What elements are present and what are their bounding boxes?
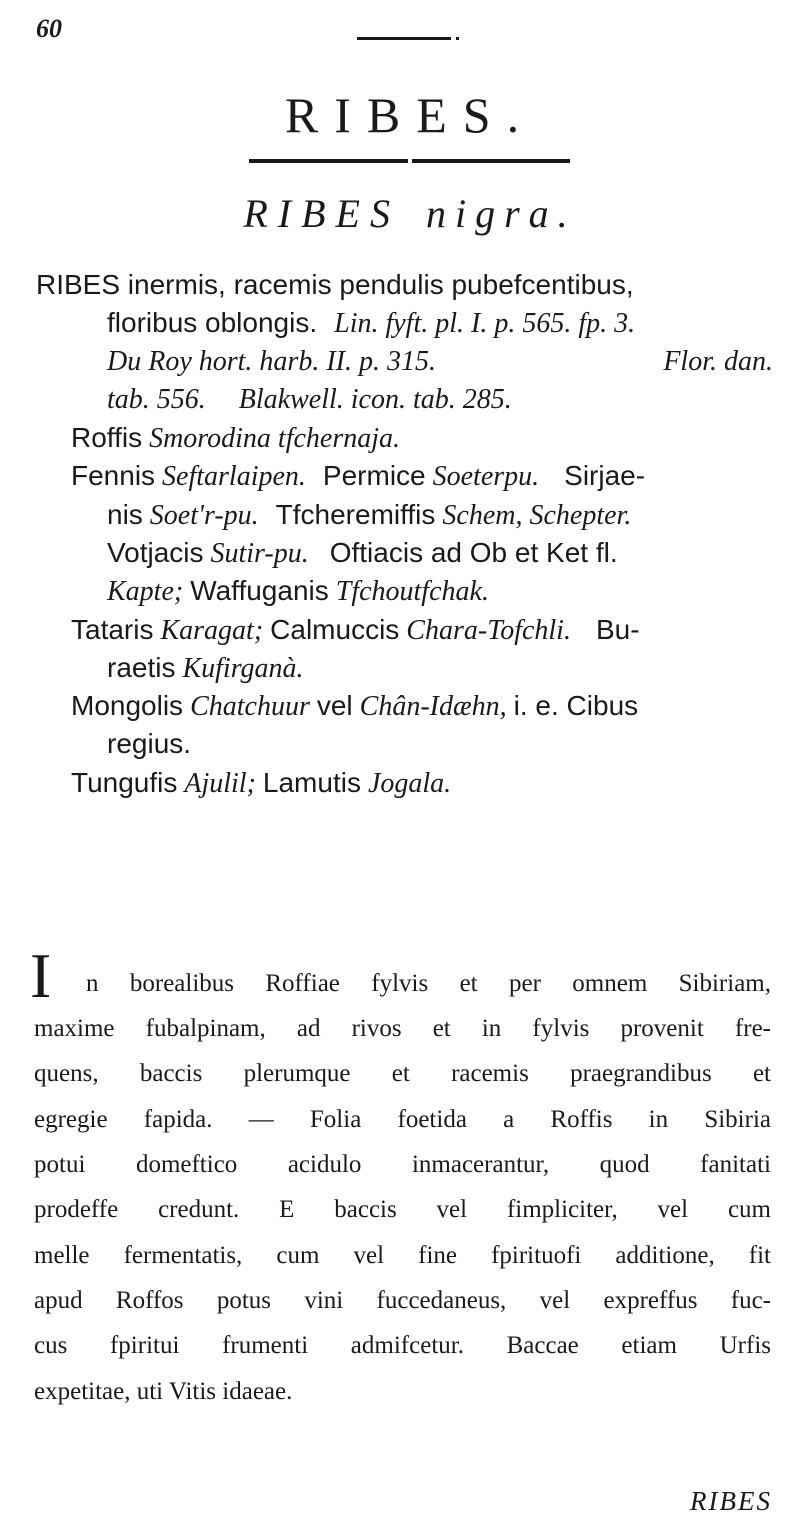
heading-rule [249, 159, 570, 163]
entry-vernacular: Kufirganà. [182, 653, 304, 684]
entry-citation: Flor. dan. [663, 346, 773, 377]
entry-vernacular: Sutir-pu. [210, 538, 309, 569]
entry-line [107, 534, 618, 573]
catchword: RIBES [690, 1486, 772, 1516]
entry-text: vel [316, 690, 353, 721]
entry-line [71, 764, 451, 803]
entry-text: Tfcheremiffis [275, 499, 436, 530]
entry-line [36, 266, 634, 305]
entry-line [71, 611, 640, 650]
body-line: potui domeftico acidulo inmacerantur, quod fanitati [34, 1151, 771, 1178]
body-line: maxime fubalpinam, ad rivos et in fylvis provenit fre- [34, 1015, 771, 1042]
entry-vernacular: Chân-Idæhn, [359, 691, 507, 722]
entry-text: Tungufis [71, 767, 178, 798]
entry-text: regius. [107, 728, 192, 759]
entry-line [107, 496, 631, 535]
entry-text: Fennis [71, 460, 156, 491]
entry-line [107, 343, 773, 381]
entry-text: Sirjae- [564, 460, 646, 491]
entry-line [71, 687, 638, 726]
entry-vernacular: Jogala. [367, 768, 452, 799]
entry-line [71, 457, 645, 496]
entry-citation: Blakwell. icon. tab. 285. [238, 384, 512, 415]
page-number: 60 [36, 14, 62, 43]
body-line: n borealibus Roffiae fylvis et per omnem Sibiriam, [86, 970, 771, 997]
drop-cap: I [30, 940, 52, 1011]
entry-text: RIBES inermis, racemis pendulis pubefcentibus, [36, 269, 634, 300]
entry-text: floribus oblongis. [107, 307, 318, 338]
entry-text: Tataris [71, 614, 154, 645]
entry-line [71, 419, 400, 458]
entry-text: Roffis [71, 422, 143, 453]
entry-vernacular: Ajulil; [184, 768, 256, 799]
entry-citation: Du Roy hort. harb. II. p. 315. [107, 346, 436, 377]
entry-vernacular: Soet'r-pu. [149, 500, 259, 531]
entry-line [107, 649, 304, 688]
entry-text: Permice [322, 460, 426, 491]
entry-vernacular: Karagat; [160, 615, 264, 646]
entry-vernacular: Tfchoutfchak. [335, 576, 489, 607]
entry-vernacular: Chara-Tofchli. [406, 615, 571, 646]
entry-vernacular: Soeterpu. [432, 461, 540, 492]
entry-citation: Lin. fyft. pl. I. p. 565. fp. 3. [334, 308, 636, 339]
entry-line [107, 725, 191, 764]
species-epithet: nigra. [425, 191, 577, 236]
entry-vernacular: Smorodina tfchernaja. [149, 423, 401, 454]
entry-line [107, 304, 635, 343]
header-rule [357, 37, 451, 40]
entry-vernacular: Kapte; [107, 576, 184, 607]
entry-vernacular: Seftarlaipen. [162, 461, 306, 492]
species-genus: RIBES [243, 191, 400, 236]
body-line: cus fpiritui frumenti admifcetur. Baccae etiam Urfis [34, 1332, 771, 1359]
entry-text: Calmuccis [270, 614, 400, 645]
entry-text: Bu- [595, 614, 640, 645]
body-line: melle fermentatis, cum vel fine fpirituofi additione, fit [34, 1242, 771, 1269]
body-line: prodeffe credunt. E baccis vel fimpliciter, vel cum [34, 1196, 771, 1223]
entry-text: nis [107, 499, 143, 530]
entry-citation: tab. 556. [107, 384, 206, 415]
entry-line [107, 572, 489, 611]
entry-text: Mongolis [71, 690, 184, 721]
entry-text: Votjacis [107, 537, 204, 568]
species-heading [0, 190, 800, 237]
body-line: quens, baccis plerumque et racemis praegrandibus et [34, 1060, 771, 1087]
entry-vernacular: Schem, Schepter. [442, 500, 632, 531]
entry-text: raetis [107, 652, 176, 683]
entry-text: i. e. Cibus [513, 690, 639, 721]
entry-text: Waffuganis [190, 575, 329, 606]
entry-vernacular: Chatchuur [190, 691, 310, 722]
genus-heading: RIBES. [284, 87, 536, 143]
body-line: egregie fapida. — Folia foetida a Roffis in Sibiria [34, 1106, 771, 1133]
entry-text: Lamutis [262, 767, 361, 798]
body-line: apud Roffos potus vini fuccedaneus, vel expreffus fuc- [34, 1287, 771, 1314]
entry-line [107, 381, 512, 419]
body-line: expetitae, uti Vitis idaeae. [34, 1378, 293, 1405]
entry-text: Oftiacis ad Ob et Ket fl. [329, 537, 618, 568]
